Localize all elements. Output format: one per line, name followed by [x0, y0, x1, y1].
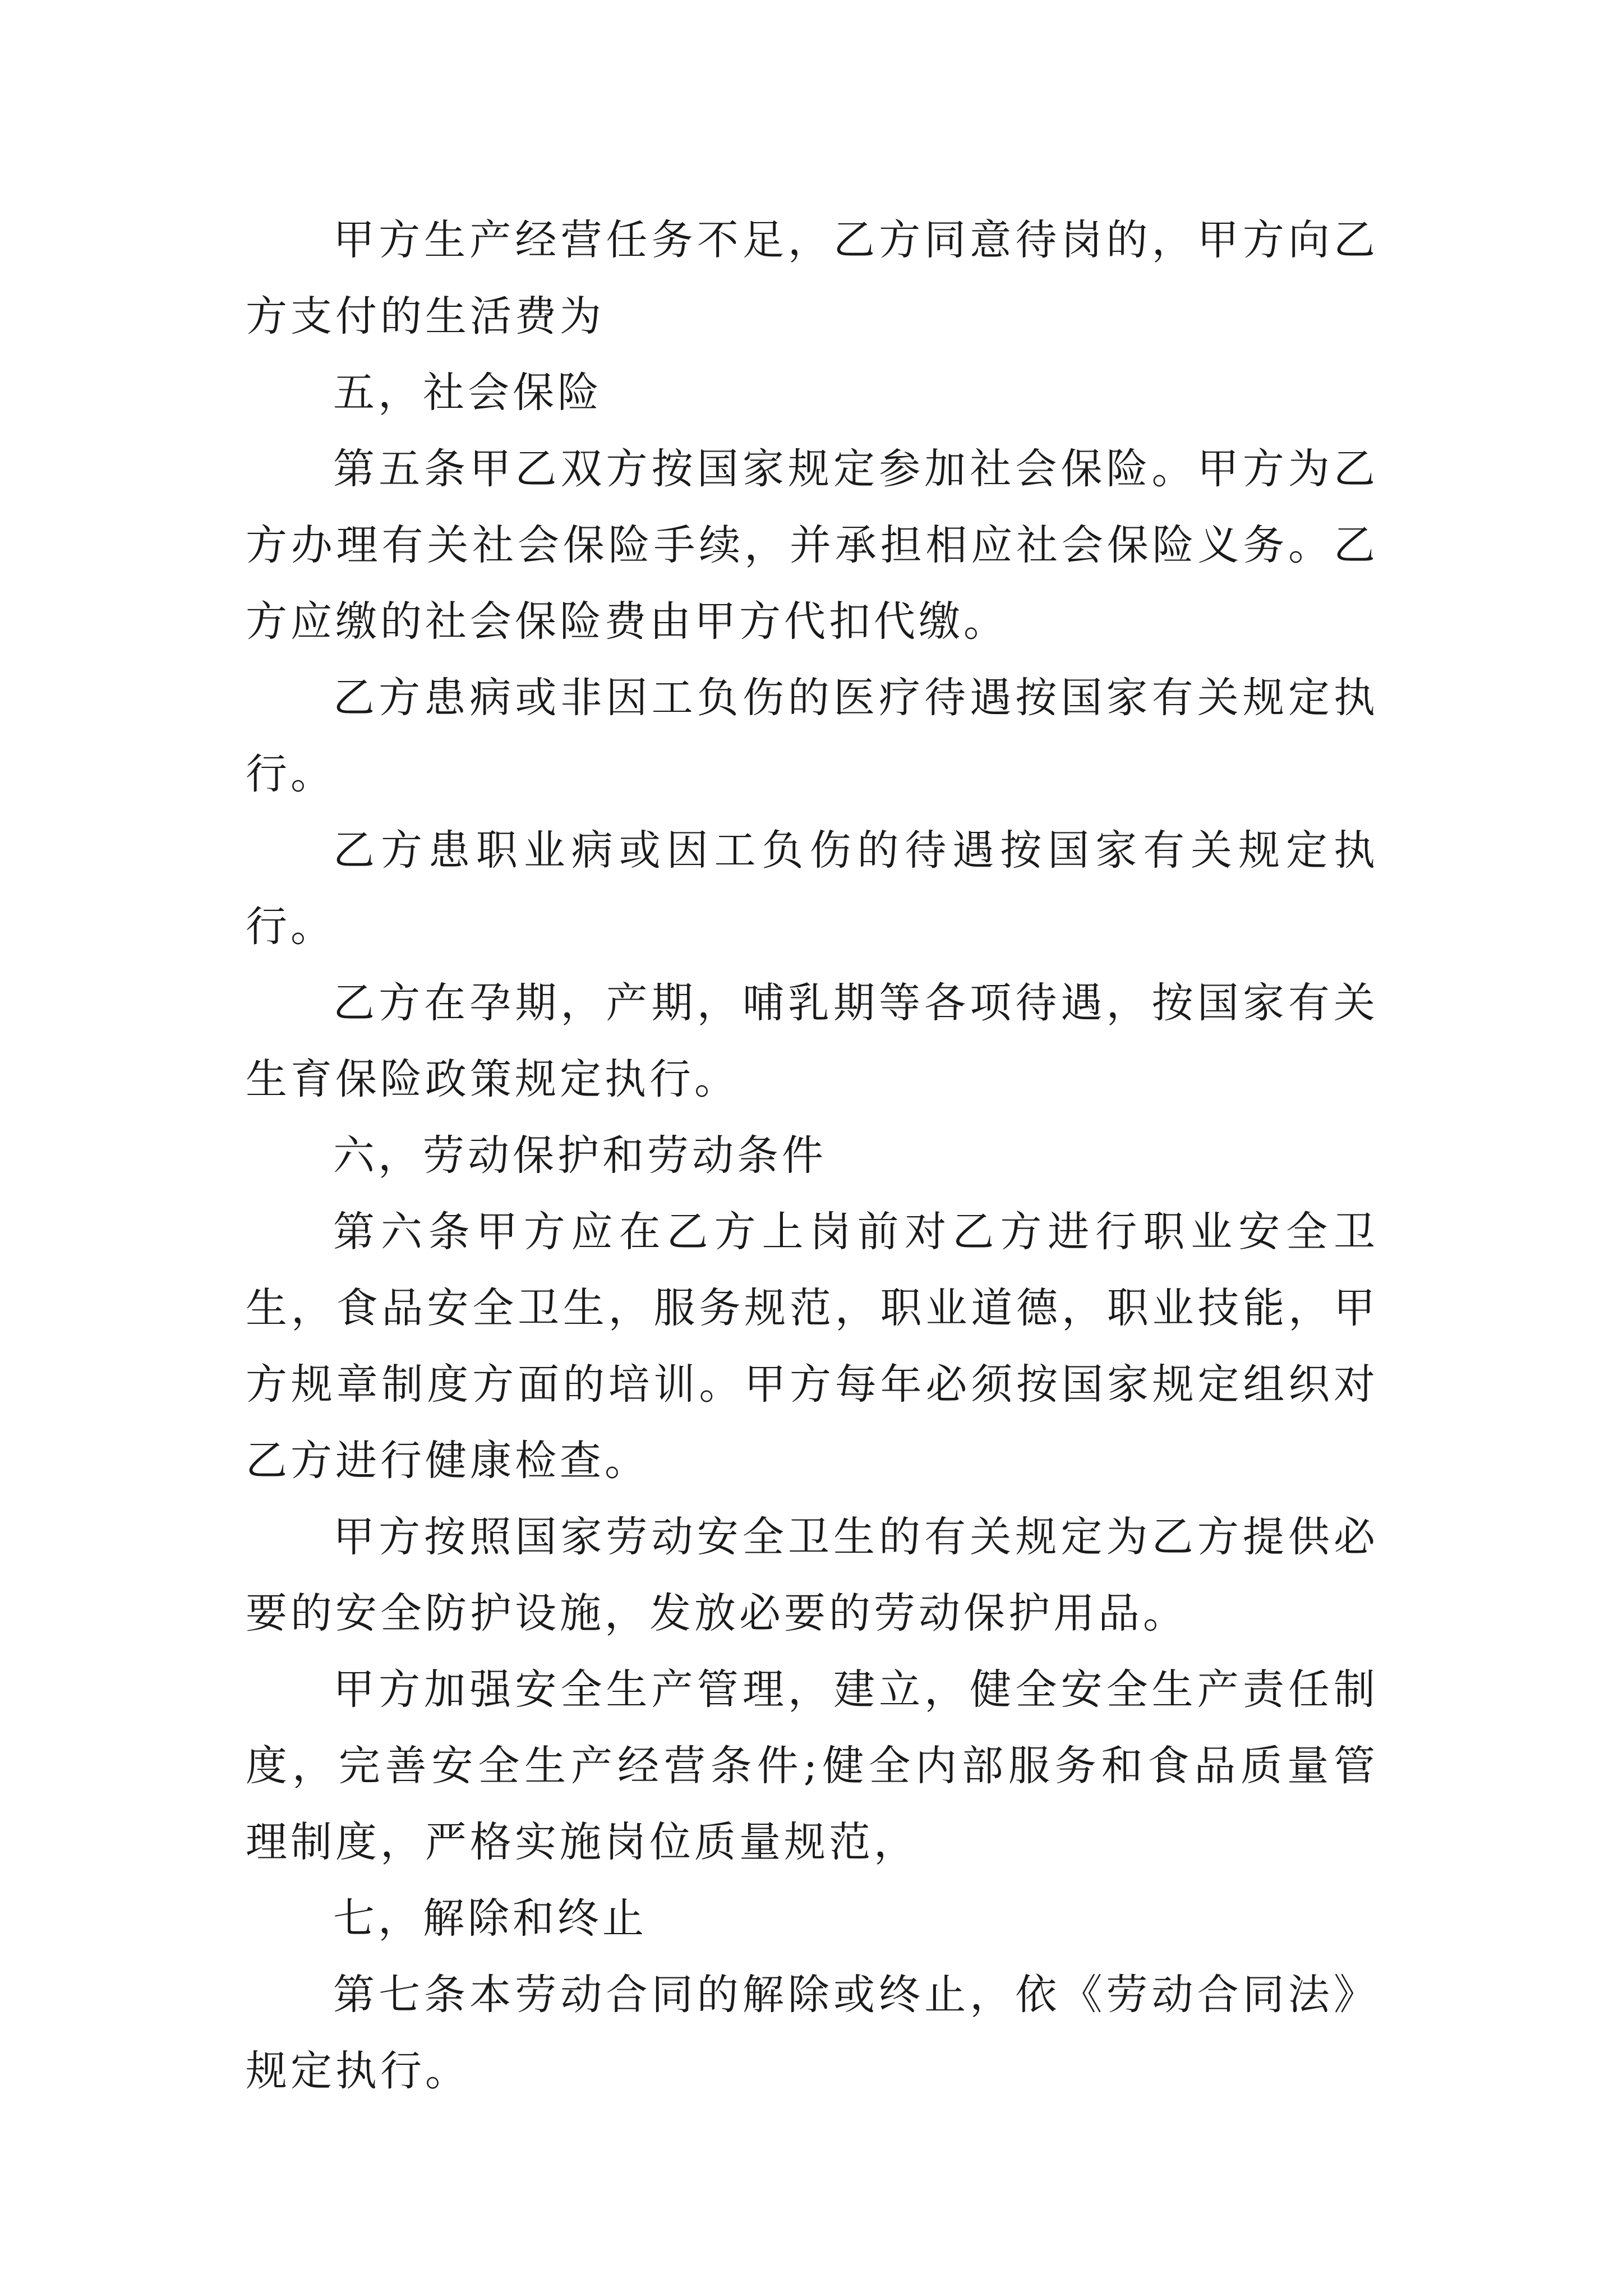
section-heading-termination: 七，解除和终止 — [333, 1894, 647, 1943]
section-heading-social-insurance: 五，社会保险 — [333, 369, 602, 417]
paragraph-standby-allowance: 甲方生产经营任务不足，乙方同意待岗的，甲方向乙方支付的生活费为 — [246, 216, 1378, 341]
paragraph-safety-equipment: 甲方按照国家劳动安全卫生的有关规定为乙方提供必要的安全防护设施，发放必要的劳动保护用品。 — [246, 1513, 1378, 1637]
paragraph-occupational-injury: 乙方患职业病或因工负伤的待遇按国家有关规定执行。 — [246, 826, 1378, 951]
paragraph-article-7: 第七条本劳动合同的解除或终止，依《劳动合同法》规定执行。 — [246, 1971, 1378, 2095]
paragraph-article-5: 第五条甲乙双方按国家规定参加社会保险。甲方为乙方办理有关社会保险手续，并承担相应社会保险义务。乙方应缴的社会保险费由甲方代扣代缴。 — [246, 445, 1378, 646]
section-heading-labor-protection: 六，劳动保护和劳动条件 — [333, 1131, 827, 1180]
paragraph-medical-treatment: 乙方患病或非因工负伤的医疗待遇按国家有关规定执行。 — [246, 674, 1378, 798]
paragraph-maternity: 乙方在孕期，产期，哺乳期等各项待遇，按国家有关生育保险政策规定执行。 — [246, 979, 1378, 1103]
document-body — [246, 202, 1378, 2109]
paragraph-safety-management: 甲方加强安全生产管理，建立，健全安全生产责任制度，完善安全生产经营条件;健全内部服务和食品质量管理制度，严格实施岗位质量规范， — [246, 1665, 1378, 1866]
paragraph-article-6: 第六条甲方应在乙方上岗前对乙方进行职业安全卫生，食品安全卫生，服务规范，职业道德，职业技能，甲方规章制度方面的培训。甲方每年必须按国家规定组织对乙方进行健康检查。 — [246, 1208, 1378, 1485]
